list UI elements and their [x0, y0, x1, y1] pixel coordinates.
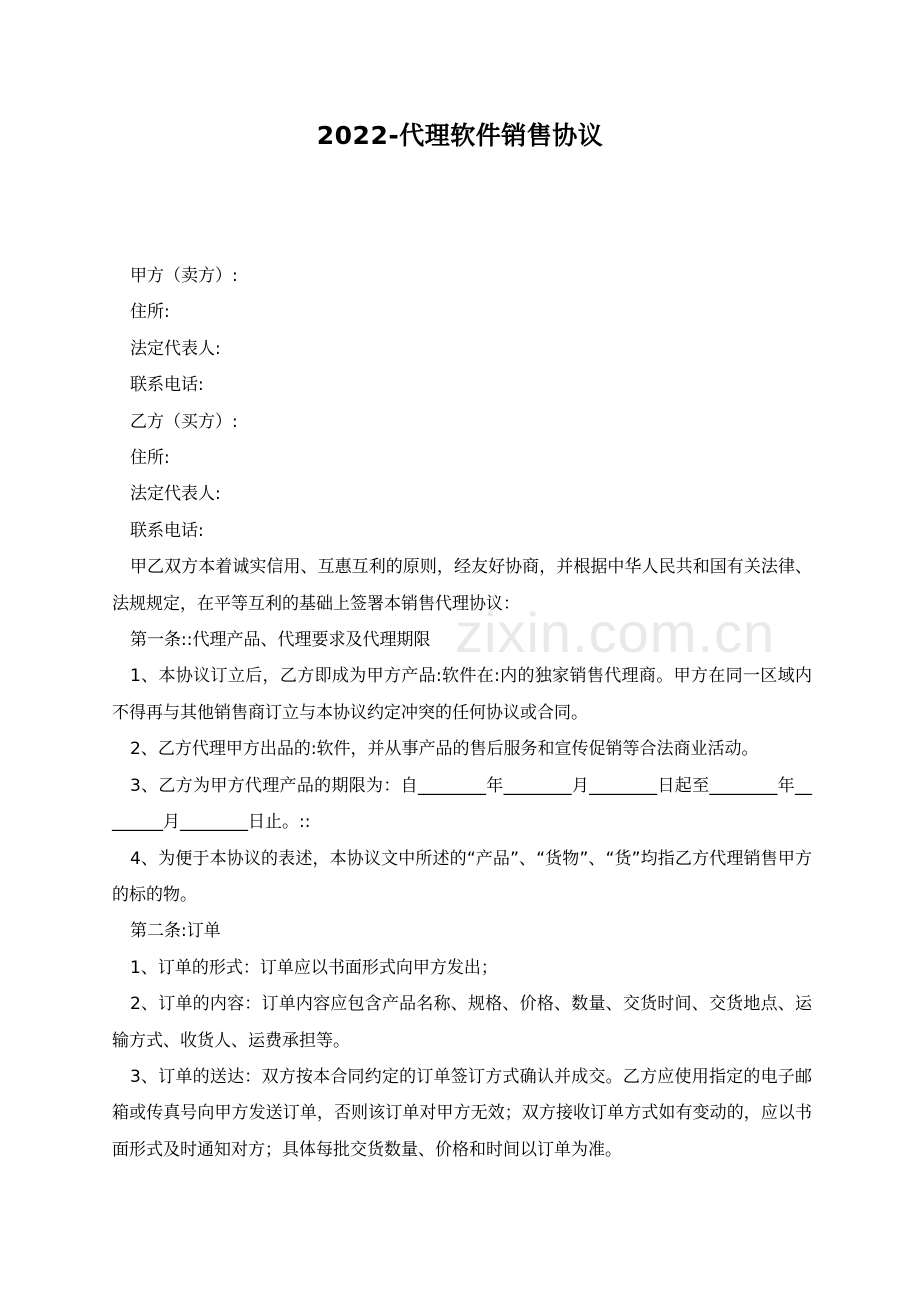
- document-body: [112, 258, 812, 1168]
- article-2-clause-3: 3、订单的送达：双方按本合同约定的订单签订方式确认并成交。乙方应使用指定的电子邮箱或传真号向甲方发送订单，否则该订单对甲方无效；双方接收订单方式如有变动的，应以书面形式及时通知对方；具体每批交货数量、价格和时间以订单为准。: [112, 1066, 812, 1160]
- party-a-address: 住所:: [130, 302, 170, 323]
- party-a-representative: 法定代表人:: [130, 338, 221, 359]
- party-b-representative: 法定代表人:: [130, 484, 221, 505]
- article-1-clause-2: 2、乙方代理甲方出品的:软件，并从事产品的售后服务和宣传促销等合法商业活动。: [130, 739, 759, 760]
- article-1-clause-3: 3、乙方为甲方代理产品的期限为：自________年________月________日起至________年________月________日止。::: [112, 775, 812, 833]
- article-1-clause-4: 4、为便于本协议的表述，本协议文中所述的“产品”、“货物”、“货”均指乙方代理销售甲方的标的物。: [112, 848, 812, 905]
- article-1-clause-1: 1、本协议订立后，乙方即成为甲方产品:软件在:内的独家销售代理商。甲方在同一区域内不得再与其他销售商订立与本协议约定冲突的任何协议或合同。: [112, 666, 812, 723]
- article-1-heading: 第一条::代理产品、代理要求及代理期限: [130, 630, 431, 651]
- document-title: 2022-代理软件销售协议: [316, 121, 604, 150]
- watermark: zixin.com.cn: [455, 601, 776, 664]
- party-b-phone: 联系电话:: [130, 520, 204, 541]
- party-b-label: 乙方（买方）:: [130, 411, 238, 432]
- party-b-address: 住所:: [130, 448, 170, 469]
- preamble-paragraph: 甲乙双方本着诚实信用、互惠互利的原则，经友好协商，并根据中华人民共和国有关法律、法规规定，在平等互利的基础上签署本销售代理协议：: [112, 557, 812, 614]
- party-a-label: 甲方（卖方）:: [130, 266, 238, 286]
- article-2-clause-2: 2、订单的内容：订单内容应包含产品名称、规格、价格、数量、交货时间、交货地点、运输方式、收货人、运费承担等。: [112, 994, 812, 1051]
- party-a-phone: 联系电话:: [130, 375, 204, 396]
- article-2-clause-1: 1、订单的形式：订单应以书面形式向甲方发出；: [130, 957, 498, 978]
- article-2-heading: 第二条:订单: [130, 921, 221, 942]
